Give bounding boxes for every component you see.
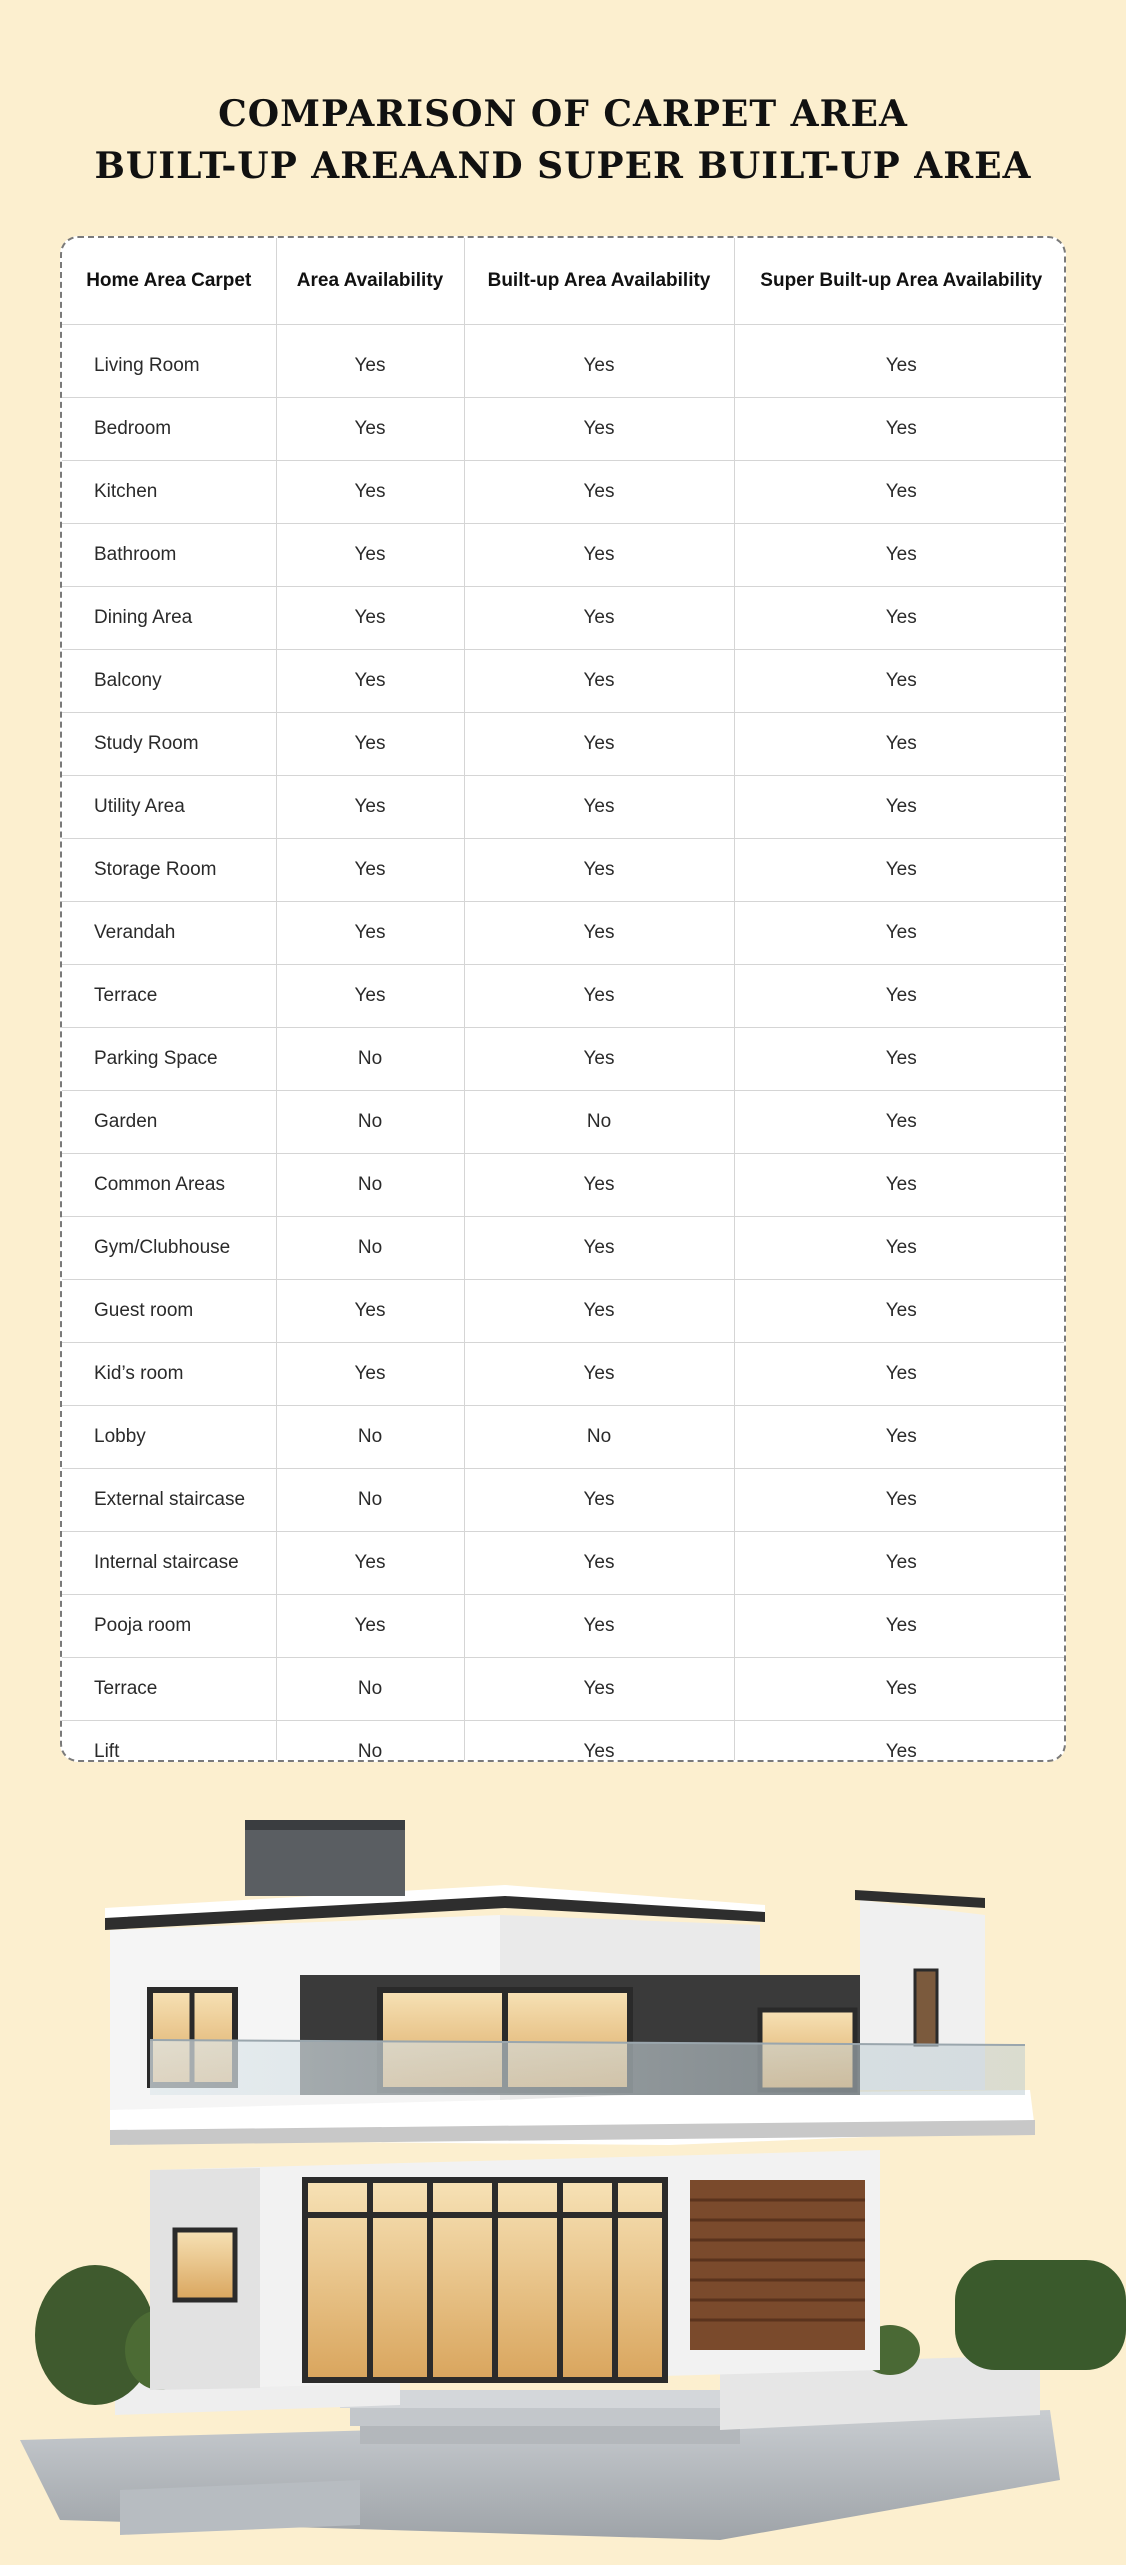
cell-super-built-up-availability: Yes (734, 1469, 1066, 1532)
table-row (62, 650, 1066, 713)
cell-built-up-availability: Yes (464, 335, 734, 398)
cell-built-up-availability: No (464, 1091, 734, 1154)
cell-area-availability: No (276, 1721, 464, 1763)
cell-room-name: External staircase (62, 1469, 276, 1532)
cell-room-name: Bedroom (62, 398, 276, 461)
table-spacer-row (62, 325, 1066, 336)
cell-built-up-availability: Yes (464, 587, 734, 650)
cell-room-name: Garden (62, 1091, 276, 1154)
cell-area-availability: Yes (276, 650, 464, 713)
table-row (62, 776, 1066, 839)
cell-super-built-up-availability: Yes (734, 1406, 1066, 1469)
cell-super-built-up-availability: Yes (734, 1028, 1066, 1091)
cell-built-up-availability: Yes (464, 1028, 734, 1091)
cell-built-up-availability: Yes (464, 1280, 734, 1343)
table-row (62, 1217, 1066, 1280)
table-row (62, 902, 1066, 965)
cell-room-name: Parking Space (62, 1028, 276, 1091)
table-row (62, 1658, 1066, 1721)
cell-room-name: Kitchen (62, 461, 276, 524)
table-row (62, 398, 1066, 461)
cell-room-name: Study Room (62, 713, 276, 776)
cell-built-up-availability: Yes (464, 839, 734, 902)
cell-area-availability: No (276, 1154, 464, 1217)
table-row (62, 1028, 1066, 1091)
cell-super-built-up-availability: Yes (734, 1658, 1066, 1721)
cell-built-up-availability: Yes (464, 650, 734, 713)
table-row (62, 1280, 1066, 1343)
table-row (62, 587, 1066, 650)
cell-room-name: Lobby (62, 1406, 276, 1469)
cell-super-built-up-availability: Yes (734, 1595, 1066, 1658)
cell-room-name: Kid’s room (62, 1343, 276, 1406)
table-row (62, 1406, 1066, 1469)
table-row (62, 1595, 1066, 1658)
cell-room-name: Storage Room (62, 839, 276, 902)
cell-area-availability: Yes (276, 1343, 464, 1406)
table-row (62, 524, 1066, 587)
cell-room-name: Verandah (62, 902, 276, 965)
cell-area-availability: Yes (276, 902, 464, 965)
cell-area-availability: Yes (276, 398, 464, 461)
cell-area-availability: Yes (276, 776, 464, 839)
comparison-table (62, 238, 1066, 1762)
cell-built-up-availability: Yes (464, 1532, 734, 1595)
cell-built-up-availability: Yes (464, 524, 734, 587)
cell-super-built-up-availability: Yes (734, 524, 1066, 587)
cell-area-availability: No (276, 1469, 464, 1532)
cell-super-built-up-availability: Yes (734, 1280, 1066, 1343)
table-row (62, 1154, 1066, 1217)
cell-room-name: Terrace (62, 1658, 276, 1721)
header-built-up-availability: Built-up Area Availability (464, 238, 734, 325)
cell-area-availability: No (276, 1406, 464, 1469)
header-home-area-carpet: Home Area Carpet (62, 238, 276, 325)
cell-area-availability: Yes (276, 1595, 464, 1658)
cell-area-availability: Yes (276, 335, 464, 398)
cell-super-built-up-availability: Yes (734, 902, 1066, 965)
cell-room-name: Gym/Clubhouse (62, 1217, 276, 1280)
cell-area-availability: Yes (276, 524, 464, 587)
table-row (62, 1532, 1066, 1595)
table-row (62, 839, 1066, 902)
cell-built-up-availability: Yes (464, 1658, 734, 1721)
cell-area-availability: Yes (276, 1532, 464, 1595)
house-illustration (0, 1790, 1126, 2560)
cell-built-up-availability: Yes (464, 965, 734, 1028)
table-row (62, 335, 1066, 398)
cell-built-up-availability: Yes (464, 1595, 734, 1658)
cell-room-name: Living Room (62, 335, 276, 398)
cell-room-name: Balcony (62, 650, 276, 713)
cell-super-built-up-availability: Yes (734, 587, 1066, 650)
cell-built-up-availability: No (464, 1406, 734, 1469)
table-header-row (62, 238, 1066, 325)
cell-room-name: Common Areas (62, 1154, 276, 1217)
page-title (0, 88, 1126, 192)
cell-area-availability: Yes (276, 1280, 464, 1343)
cell-built-up-availability: Yes (464, 902, 734, 965)
title-line-1: COMPARISON OF CARPET AREA (218, 93, 908, 135)
cell-super-built-up-availability: Yes (734, 776, 1066, 839)
cell-built-up-availability: Yes (464, 461, 734, 524)
cell-built-up-availability: Yes (464, 398, 734, 461)
table-row (62, 1091, 1066, 1154)
cell-area-availability: Yes (276, 713, 464, 776)
cell-super-built-up-availability: Yes (734, 1091, 1066, 1154)
cell-super-built-up-availability: Yes (734, 839, 1066, 902)
cell-super-built-up-availability: Yes (734, 1343, 1066, 1406)
cell-super-built-up-availability: Yes (885, 1741, 917, 1762)
table-body (62, 325, 1066, 1763)
table-row (62, 461, 1066, 524)
cell-built-up-availability: Yes (464, 1469, 734, 1532)
cell-area-availability: Yes (276, 461, 464, 524)
cell-area-availability: No (276, 1217, 464, 1280)
table-row (62, 713, 1066, 776)
cell-built-up-availability: Yes (464, 1343, 734, 1406)
cell-built-up-availability: Yes (464, 1721, 734, 1763)
cell-built-up-availability: Yes (464, 776, 734, 839)
header-super-built-up-availability: Super Built-up Area Availability (734, 238, 1066, 325)
cell-super-built-up-availability: Yes (734, 650, 1066, 713)
cell-super-built-up-availability: Yes (734, 965, 1066, 1028)
cell-room-name: Guest room (62, 1280, 276, 1343)
header-area-availability: Area Availability (276, 238, 464, 325)
cell-super-built-up-availability: Yes (734, 1154, 1066, 1217)
cell-built-up-availability: Yes (464, 713, 734, 776)
cell-built-up-availability: Yes (464, 1154, 734, 1217)
cell-room-name: Terrace (62, 965, 276, 1028)
cell-super-built-up-availability: Yes (734, 335, 1066, 398)
table-row (62, 1343, 1066, 1406)
table-row (62, 1721, 1066, 1763)
cell-super-built-up-availability: Yes (734, 1217, 1066, 1280)
cell-super-built-up-availability: Yes (734, 1532, 1066, 1595)
cell-room-name: Pooja room (62, 1595, 276, 1658)
cell-area-availability: No (276, 1028, 464, 1091)
cell-super-built-up-availability: Yes (734, 461, 1066, 524)
cell-area-availability: Yes (276, 839, 464, 902)
comparison-table-card (60, 236, 1066, 1762)
cell-super-built-up-availability: Yes (734, 713, 1066, 776)
table-row (62, 1469, 1066, 1532)
cell-area-availability: Yes (276, 587, 464, 650)
cell-room-name: Bathroom (62, 524, 276, 587)
cell-built-up-availability: Yes (464, 1217, 734, 1280)
title-line-2: BUILT-UP AREAAND SUPER BUILT-UP AREA (94, 145, 1032, 187)
cell-area-availability: No (276, 1658, 464, 1721)
cell-room-name: Utility Area (62, 776, 276, 839)
table-row (62, 965, 1066, 1028)
cell-area-availability: Yes (276, 965, 464, 1028)
cell-room-name: Dining Area (62, 587, 276, 650)
cell-area-availability: No (276, 1091, 464, 1154)
cell-room-name: Internal staircase (62, 1532, 276, 1595)
cell-room-name: Lift (62, 1721, 276, 1763)
cell-super-built-up-availability: Yes (734, 398, 1066, 461)
modern-house-illustration (0, 1790, 1126, 2560)
